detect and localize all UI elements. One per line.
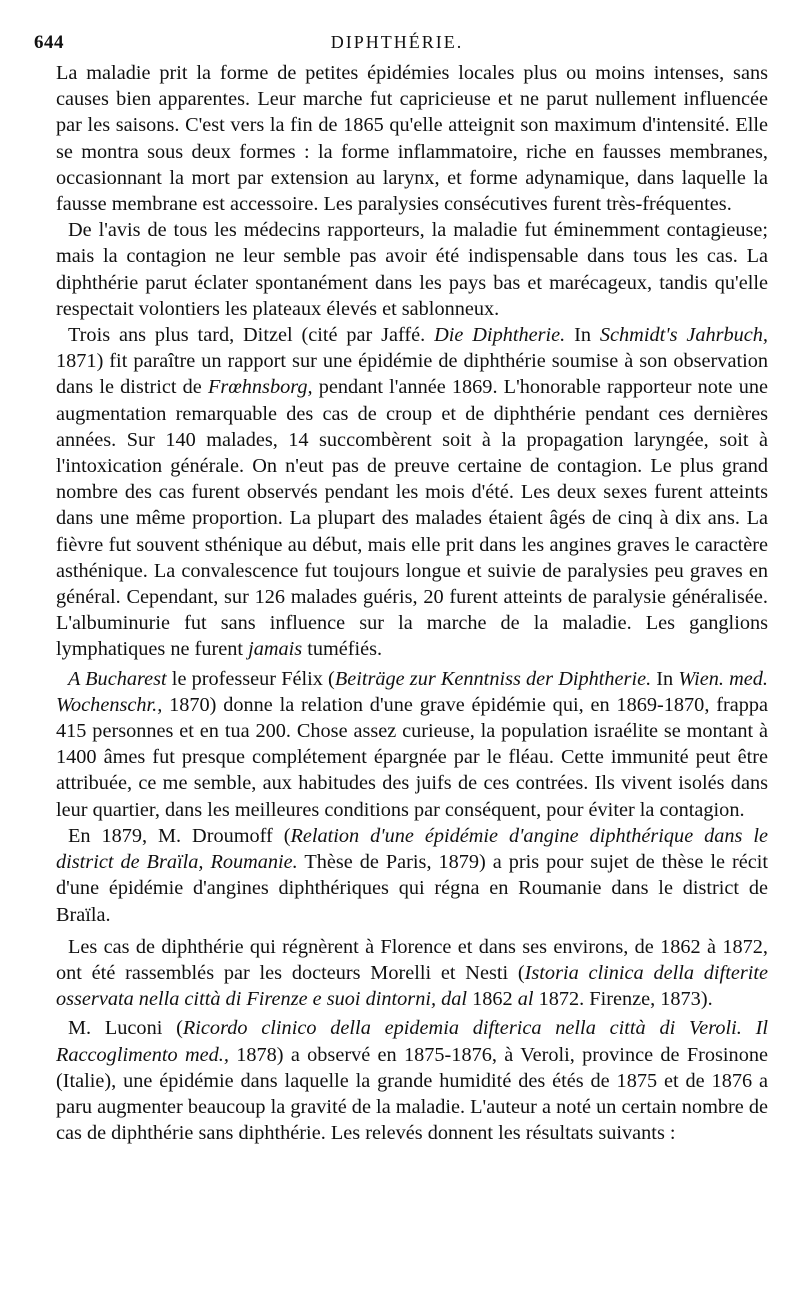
italic-text-run: jamais — [248, 638, 303, 661]
paragraph — [56, 60, 768, 217]
paragraph — [56, 322, 768, 663]
text-run: Les cas de diphthérie qui régnèrent à Florence et dans ses environs, de 1862 à 1872, ont été rassemblés par les docteurs Morelli et Nesti ( — [56, 935, 768, 984]
italic-text-run: Beiträge zur Kenntniss der Diphtherie. — [334, 667, 652, 690]
running-head: DIPHTHÉRIE. — [330, 32, 464, 52]
body-text — [56, 60, 768, 1146]
italic-text-run: A Bucharest — [68, 667, 167, 690]
italic-text-run: Die Diphtherie. — [434, 324, 566, 347]
text-run: 1862 — [467, 988, 518, 1011]
text-run: En 1879, M. Droumoff ( — [68, 824, 291, 847]
text-run: 1872. Firenze, 1873). — [533, 988, 713, 1011]
text-run: De l'avis de tous les médecins rapporteurs, la maladie fut éminemment contagieuse; mais la contagion ne leur semble pas avoir été indispensable dans tous les cas. La diphthérie parut éclater spontanément dans les pays bas et marécageux, tandis qu'elle respectait volontiers les plateaux élevés et sablonneux. — [56, 219, 768, 320]
text-run: tuméfiés. — [302, 638, 383, 661]
paragraph — [56, 823, 768, 928]
page-header — [34, 32, 760, 58]
text-run: La maladie prit la forme de petites épidémies locales plus ou moins intenses, sans causes bien apparentes. Leur marche fut capricieuse et ne parut nullement influencée par les saisons. C'est vers la fin de 1865 qu'elle atteignit son maximum d'intensité. Elle se montra sous deux formes : la forme inflammatoire, riche en fausses membranes, occasionnant la mort par extension au larynx, et forme adynamique, dans laquelle la fausse membrane est accessoire. Les paralysies consécutives furent très-fréquentes. — [56, 62, 768, 216]
text-run: le professeur Félix ( — [166, 667, 335, 690]
text-run: 1870) donne la relation d'une grave épidémie qui, en 1869-1870, frappa 415 personnes et en tua 200. Chose assez curieuse, la population israélite se montant à 1400 âmes fut presque complétement épargnée par le fléau. Cette immunité peut être attribuée, ce me semble, aux habitudes des juifs de ces contrées. Ils vivent isolés dans leur quartier, dans les meilleures conditions par conséquent, pour éviter la contagion. — [56, 693, 768, 821]
italic-text-run: Relation d'une épidémie d'angine diphthérique dans le district de Braïla, Roumanie. — [56, 824, 769, 874]
text-run: M. Luconi ( — [68, 1017, 183, 1040]
paragraph — [56, 1015, 768, 1146]
paragraph — [56, 934, 768, 1013]
text-run: Thèse de Paris, 1879) a pris pour sujet de thèse le récit d'une épidémie d'angines diphthériques qui régna en Roumanie dans le district de Braïla. — [56, 851, 768, 926]
italic-text-run: Ricordo clinico della epidemia difterica nella città di Veroli. Il Raccoglimento med., — [56, 1017, 768, 1066]
paragraph — [56, 666, 768, 823]
text-run: Trois ans plus tard, Ditzel (cité par Jaffé. — [68, 324, 435, 347]
text-run: 1878) a observé en 1875-1876, à Veroli, province de Frosinone (Italie), une épidémie dans laquelle la grande humidité des étés de 1875 et de 1876 a paru augmenter beaucoup la gravité de la maladie. L'auteur a noté un certain nombre de cas de diphthérie sans diphthérie. Les relevés donnent les résultats suivants : — [56, 1043, 768, 1145]
text-run: In — [565, 324, 600, 347]
paragraph — [56, 217, 768, 322]
text-run: 1871) fit paraître un rapport sur une épidémie de diphthérie soumise à son observation dans le district de — [56, 350, 768, 399]
italic-text-run: Schmidt's Jahrbuch, — [599, 324, 769, 347]
text-run: In — [651, 667, 679, 690]
italic-text-run: al — [517, 988, 534, 1011]
page-number: 644 — [34, 32, 64, 53]
italic-text-run: Frœhnsborg, — [207, 376, 313, 399]
italic-text-run: Wien. med. Wochenschr., — [56, 667, 768, 716]
italic-text-run: Istoria clinica della difterite osservata nella città di Firenze e suoi dintorni, dal — [56, 961, 768, 1011]
text-run: pendant l'année 1869. L'honorable rapporteur note une augmentation remarquable des cas de croup et de diphthérie pendant ces dernières années. Sur 140 malades, 14 succombèrent soit à la propagation laryngée, soit à l'intoxication générale. On n'eut pas de preuve certaine de contagion. Le plus grand nombre des cas furent observés pendant les mois d'été. Les deux sexes furent atteints dans une même proportion. La plupart des malades étaient âgés de cinq à dix ans. La fièvre fut souvent sthénique au début, mais elle prit dans les angines graves le caractère asthénique. La convalescence fut toujours longue et suivie de paralysies peu graves en général. Cependant, sur 126 malades guéris, 20 furent atteints de paralysie généralisée. L'albuminurie fut sans influence sur la marche de la maladie. Les ganglions lymphatiques ne furent — [56, 376, 768, 661]
